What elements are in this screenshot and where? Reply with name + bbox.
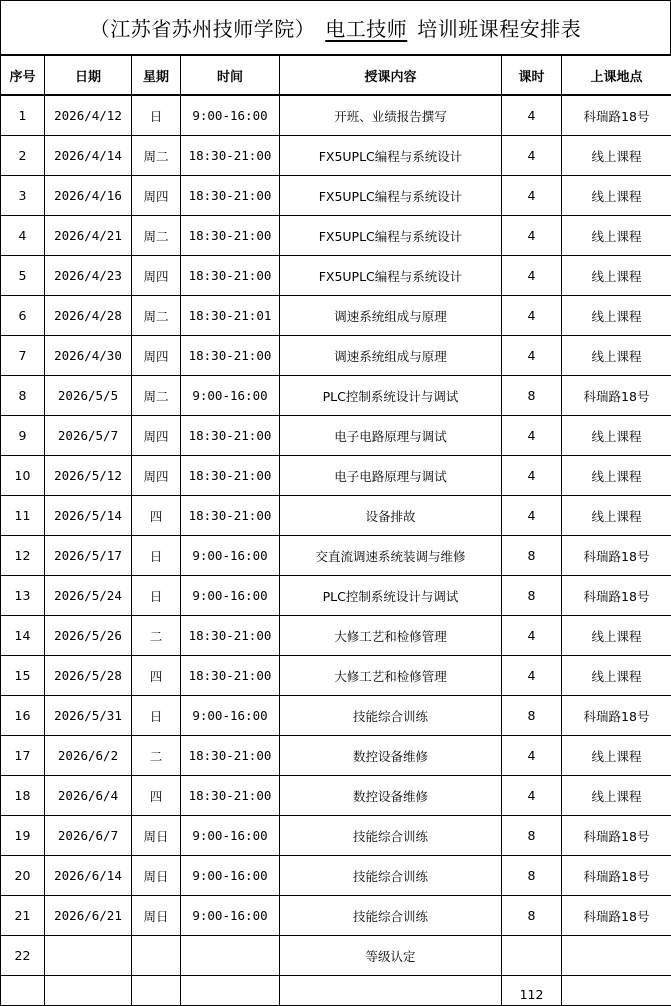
cell-time [181,936,280,976]
cell-hours: 4 [502,336,562,376]
cell-content: 数控设备维修 [280,736,502,776]
cell-weekday: 二 [132,616,181,656]
table-row [1,536,671,576]
table-row [1,95,671,136]
cell-hours: 4 [502,776,562,816]
cell-no: 14 [1,616,45,656]
cell-date: 2026/6/4 [45,776,132,816]
cell-hours: 4 [502,95,562,136]
table-row [1,256,671,296]
cell-location: 科瑞路18号 [562,856,671,896]
cell-time: 9:00-16:00 [181,896,280,936]
cell-weekday: 周四 [132,176,181,216]
header-location: 上课地点 [562,55,671,95]
cell-hours [502,936,562,976]
table-row [1,736,671,776]
cell-location: 线上课程 [562,616,671,656]
cell-hours: 4 [502,736,562,776]
cell-date: 2026/5/31 [45,696,132,736]
table-row [1,176,671,216]
cell-no: 1 [1,95,45,136]
cell-content: 技能综合训练 [280,896,502,936]
cell-content: 技能综合训练 [280,856,502,896]
cell-weekday: 周二 [132,376,181,416]
cell-content: 调速系统组成与原理 [280,296,502,336]
cell-hours: 8 [502,536,562,576]
header-time: 时间 [181,55,280,95]
cell-location [562,936,671,976]
total-time-cell [181,976,280,1006]
cell-time: 18:30-21:00 [181,336,280,376]
cell-content: 设备排故 [280,496,502,536]
cell-content: 交直流调速系统装调与维修 [280,536,502,576]
cell-weekday: 周日 [132,856,181,896]
cell-location: 线上课程 [562,176,671,216]
cell-content: FX5UPLC编程与系统设计 [280,136,502,176]
cell-weekday: 周四 [132,456,181,496]
total-content-cell [280,976,502,1006]
cell-date: 2026/6/2 [45,736,132,776]
cell-location: 线上课程 [562,296,671,336]
cell-hours: 4 [502,216,562,256]
cell-date: 2026/4/21 [45,216,132,256]
table-row [1,936,671,976]
cell-location: 线上课程 [562,456,671,496]
cell-hours: 8 [502,816,562,856]
cell-hours: 4 [502,416,562,456]
cell-weekday: 日 [132,536,181,576]
cell-time: 9:00-16:00 [181,696,280,736]
cell-time: 18:30-21:00 [181,656,280,696]
cell-date: 2026/5/14 [45,496,132,536]
cell-no: 5 [1,256,45,296]
cell-hours: 4 [502,616,562,656]
table-row [1,816,671,856]
cell-location: 科瑞路18号 [562,696,671,736]
cell-hours: 8 [502,856,562,896]
cell-no: 13 [1,576,45,616]
cell-content: FX5UPLC编程与系统设计 [280,176,502,216]
cell-location: 科瑞路18号 [562,376,671,416]
cell-date: 2026/4/12 [45,95,132,136]
cell-weekday: 周二 [132,216,181,256]
cell-content: 调速系统组成与原理 [280,336,502,376]
table-row [1,616,671,656]
cell-content: 大修工艺和检修管理 [280,656,502,696]
cell-location: 线上课程 [562,656,671,696]
cell-date: 2026/5/7 [45,416,132,456]
cell-date: 2026/4/14 [45,136,132,176]
cell-weekday [132,936,181,976]
cell-weekday: 二 [132,736,181,776]
header-hours: 课时 [502,55,562,95]
cell-location: 线上课程 [562,256,671,296]
cell-location: 线上课程 [562,776,671,816]
table-row [1,576,671,616]
cell-content: 等级认定 [280,936,502,976]
cell-time: 18:30-21:00 [181,736,280,776]
cell-location: 科瑞路18号 [562,536,671,576]
cell-weekday: 四 [132,496,181,536]
cell-content: 技能综合训练 [280,696,502,736]
cell-content: 开班、业绩报告撰写 [280,95,502,136]
table-row [1,496,671,536]
cell-no: 16 [1,696,45,736]
cell-weekday: 周二 [132,296,181,336]
cell-no: 20 [1,856,45,896]
cell-date: 2026/4/16 [45,176,132,216]
cell-time: 9:00-16:00 [181,576,280,616]
total-weekday-cell [132,976,181,1006]
cell-time: 18:30-21:00 [181,256,280,296]
cell-no: 9 [1,416,45,456]
page-title [0,0,671,54]
header-weekday: 星期 [132,55,181,95]
cell-hours: 4 [502,296,562,336]
cell-time: 18:30-21:00 [181,416,280,456]
cell-weekday: 四 [132,656,181,696]
cell-weekday: 四 [132,776,181,816]
cell-content: 技能综合训练 [280,816,502,856]
total-date-cell [45,976,132,1006]
cell-no: 8 [1,376,45,416]
cell-time: 18:30-21:00 [181,176,280,216]
cell-weekday: 周二 [132,136,181,176]
table-row [1,136,671,176]
cell-date [45,936,132,976]
cell-location: 科瑞路18号 [562,576,671,616]
cell-no: 10 [1,456,45,496]
cell-hours: 4 [502,176,562,216]
cell-weekday: 日 [132,696,181,736]
cell-date: 2026/4/28 [45,296,132,336]
cell-hours: 8 [502,576,562,616]
cell-time: 18:30-21:00 [181,616,280,656]
cell-weekday: 日 [132,576,181,616]
table-row [1,456,671,496]
cell-content: FX5UPLC编程与系统设计 [280,216,502,256]
cell-no: 6 [1,296,45,336]
cell-weekday: 周日 [132,896,181,936]
cell-hours: 8 [502,896,562,936]
cell-no: 17 [1,736,45,776]
cell-location: 线上课程 [562,736,671,776]
cell-hours: 4 [502,656,562,696]
cell-weekday: 周四 [132,416,181,456]
title-prefix: （江苏省苏州技师学院） [90,13,316,42]
cell-time: 9:00-16:00 [181,376,280,416]
cell-date: 2026/6/21 [45,896,132,936]
cell-date: 2026/5/26 [45,616,132,656]
cell-location: 科瑞路18号 [562,95,671,136]
cell-weekday: 周四 [132,256,181,296]
cell-hours: 8 [502,696,562,736]
cell-date: 2026/5/12 [45,456,132,496]
cell-no: 18 [1,776,45,816]
cell-time: 9:00-16:00 [181,95,280,136]
title-course-name: 电工技师 [315,13,417,42]
cell-no: 3 [1,176,45,216]
cell-no: 21 [1,896,45,936]
cell-time: 9:00-16:00 [181,816,280,856]
cell-no: 22 [1,936,45,976]
cell-no: 4 [1,216,45,256]
cell-date: 2026/6/14 [45,856,132,896]
cell-date: 2026/5/17 [45,536,132,576]
header-date: 日期 [45,55,132,95]
table-row [1,376,671,416]
cell-time: 18:30-21:00 [181,216,280,256]
table-row [1,216,671,256]
total-hours: 112 [502,976,562,1006]
cell-time: 18:30-21:00 [181,776,280,816]
cell-content: 电子电路原理与调试 [280,416,502,456]
cell-location: 线上课程 [562,416,671,456]
cell-location: 线上课程 [562,216,671,256]
cell-location: 科瑞路18号 [562,896,671,936]
total-no-cell [1,976,45,1006]
cell-weekday: 日 [132,95,181,136]
cell-content: PLC控制系统设计与调试 [280,576,502,616]
header-content: 授课内容 [280,55,502,95]
cell-no: 11 [1,496,45,536]
cell-time: 18:30-21:00 [181,456,280,496]
schedule-table [0,54,671,1006]
cell-no: 2 [1,136,45,176]
cell-no: 12 [1,536,45,576]
cell-hours: 4 [502,456,562,496]
table-row [1,416,671,456]
schedule-body [1,95,671,1006]
cell-content: PLC控制系统设计与调试 [280,376,502,416]
cell-date: 2026/4/30 [45,336,132,376]
header-no: 序号 [1,55,45,95]
cell-hours: 4 [502,136,562,176]
table-row [1,656,671,696]
cell-date: 2026/5/24 [45,576,132,616]
cell-hours: 4 [502,496,562,536]
cell-no: 19 [1,816,45,856]
table-row [1,856,671,896]
cell-hours: 8 [502,376,562,416]
cell-time: 9:00-16:00 [181,856,280,896]
cell-location: 科瑞路18号 [562,816,671,856]
table-row [1,696,671,736]
cell-time: 18:30-21:00 [181,136,280,176]
cell-weekday: 周日 [132,816,181,856]
cell-time: 9:00-16:00 [181,536,280,576]
cell-time: 18:30-21:01 [181,296,280,336]
cell-location: 线上课程 [562,136,671,176]
cell-no: 15 [1,656,45,696]
cell-no: 7 [1,336,45,376]
header-row [1,55,671,95]
total-location-cell [562,976,671,1006]
cell-location: 线上课程 [562,496,671,536]
cell-content: 电子电路原理与调试 [280,456,502,496]
table-row [1,336,671,376]
total-row [1,976,671,1006]
cell-content: 数控设备维修 [280,776,502,816]
table-row [1,296,671,336]
cell-weekday: 周四 [132,336,181,376]
cell-location: 线上课程 [562,336,671,376]
cell-time: 18:30-21:00 [181,496,280,536]
cell-content: FX5UPLC编程与系统设计 [280,256,502,296]
cell-date: 2026/4/23 [45,256,132,296]
title-suffix: 培训班课程安排表 [417,13,581,42]
cell-hours: 4 [502,256,562,296]
cell-date: 2026/5/28 [45,656,132,696]
cell-date: 2026/5/5 [45,376,132,416]
cell-content: 大修工艺和检修管理 [280,616,502,656]
table-row [1,776,671,816]
table-row [1,896,671,936]
cell-date: 2026/6/7 [45,816,132,856]
